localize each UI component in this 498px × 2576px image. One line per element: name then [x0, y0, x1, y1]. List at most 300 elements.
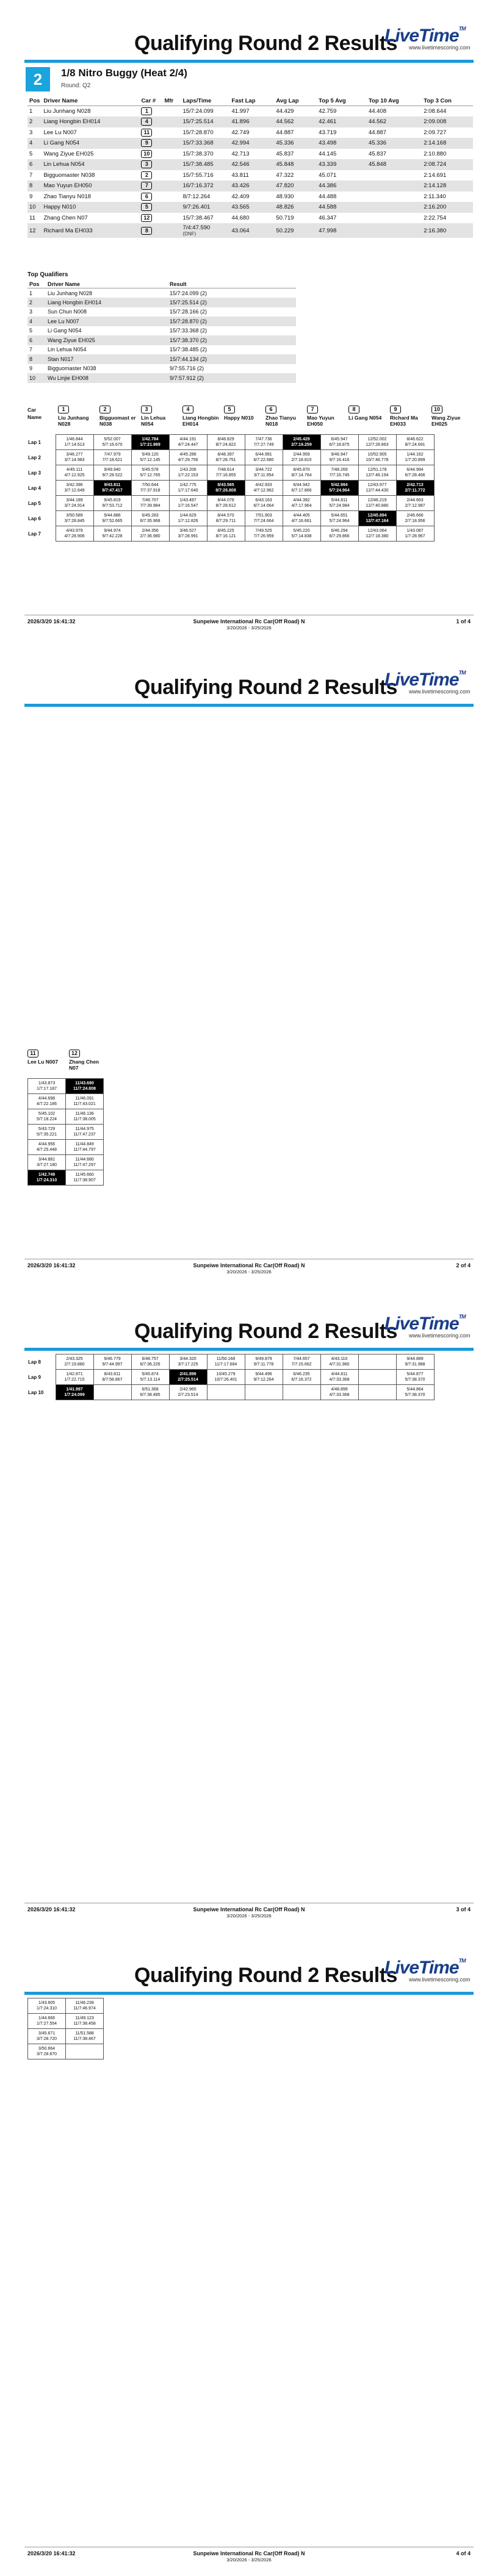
elapsed-time: 12/7:46.194: [366, 473, 389, 478]
page-3: [0, 1288, 498, 1932]
result-mfr: [162, 127, 181, 138]
lap-cell: [358, 481, 396, 496]
lap-time: 12/52.002: [367, 437, 387, 442]
result-top10: [367, 213, 422, 224]
tq-driver: Wu Linjie EH008: [46, 373, 168, 383]
result-laps-cell: [181, 138, 229, 149]
lap-cell: [93, 450, 131, 465]
result-mfr: [162, 170, 181, 181]
elapsed-time: 7/7:15.662: [291, 1362, 312, 1367]
lap-cell: [207, 511, 245, 526]
result-driver: Lee Lu N007: [43, 129, 77, 136]
lap-time: 4/43.110: [331, 1357, 348, 1361]
elapsed-time: 11/7:38.005: [73, 1117, 96, 1122]
result-laps-cell: [181, 116, 229, 127]
page-1: [0, 0, 498, 644]
result-fast-lap: 43.811: [231, 171, 249, 179]
lap-cell: [56, 511, 93, 526]
elapsed-time: 3/7:28.720: [36, 2037, 57, 2041]
elapsed-time: 1/7:28.967: [405, 534, 425, 538]
footer-page-number: 2 of 4: [456, 1262, 471, 1268]
elapsed-time: 5/7:18.224: [36, 1117, 57, 1122]
fast-lap-cell: [207, 481, 245, 496]
lap-cell: [169, 450, 207, 465]
lap-time: 12/46.219: [367, 498, 387, 503]
lap-label: Lap 3: [28, 470, 41, 476]
lap-cell: [320, 1370, 358, 1385]
result-driver: Lin Lehua N054: [42, 159, 139, 170]
elapsed-time: 3/7:14.983: [64, 458, 85, 462]
top-qualifiers-title: Top Qualifiers: [27, 271, 68, 278]
result-car-cell: [139, 149, 162, 160]
elapsed-time: 2/7:23.514: [178, 1393, 198, 1397]
elapsed-time: 5/7:35.221: [36, 1132, 57, 1137]
result-top10: [367, 181, 422, 191]
heat-title: 1/8 Nitro Buggy (Heat 2/4): [61, 67, 187, 79]
fast-lap-cell: [66, 1079, 104, 1094]
result-top5: 44.488: [319, 193, 337, 200]
footer-timestamp: 2026/3/20 16:41:32: [27, 2550, 76, 2556]
lap-time: 8/43.811: [104, 1372, 121, 1376]
lap-row: [28, 1079, 104, 1094]
lap-cell: [66, 2029, 104, 2044]
livetime-logo: [384, 1314, 476, 1339]
elapsed-time: 6/7:29.866: [329, 534, 350, 538]
lap-cell: [396, 435, 434, 450]
elapsed-time: 11/7:38.907: [73, 1178, 96, 1182]
elapsed-time: 4/7:12.925: [64, 473, 85, 478]
lap-cell: [358, 526, 396, 542]
result-top3con: 2:16.380: [422, 223, 473, 238]
tq-pos: 10: [27, 373, 46, 383]
tq-pos: 5: [29, 327, 33, 334]
result-laps: 9/7:26.401: [182, 204, 211, 211]
elapsed-time: 5/7:38.370: [405, 1378, 425, 1382]
tq-row: [27, 373, 296, 383]
heat-number-badge: 2: [26, 67, 50, 91]
driver-column-header: [69, 1050, 107, 1071]
elapsed-time: 1/7:17.187: [36, 1087, 57, 1091]
lap-time: 8/45.870: [293, 468, 310, 472]
lap-row: [27, 511, 434, 526]
lap-time: 8/48.397: [217, 453, 234, 457]
header-rule: [24, 704, 474, 707]
tq-driver: Bigguomaster N038: [48, 365, 96, 372]
lap-time: 11/46.136: [75, 1112, 94, 1116]
lap-grid-header: [27, 1050, 150, 1077]
page-title: Qualifying Round 2 Results: [134, 1964, 397, 1987]
result-top5: 47.998: [317, 223, 367, 238]
lap-cell: [320, 450, 358, 465]
elapsed-time: 1/7:24.310: [36, 1178, 57, 1182]
elapsed-time: 11/7:46.974: [73, 2006, 96, 2011]
heat-round: Round: Q2: [61, 82, 91, 89]
lap-time: 12/43.977: [367, 483, 387, 487]
lap-time: 4/44.405: [293, 513, 310, 518]
lap-time: 5/45.220: [293, 529, 310, 533]
lap-time: 3/44.881: [38, 1157, 56, 1162]
lap-time: 9/44.889: [406, 1357, 424, 1361]
elapsed-time: 6/7:22.680: [253, 458, 274, 462]
elapsed-time: 9/7:44.997: [102, 1362, 123, 1367]
lap-time: 1/43.873: [38, 1081, 56, 1086]
tq-row: [27, 345, 296, 355]
result-top3con: 2:14.691: [424, 171, 447, 179]
tq-result: 15/7:24.099 (2): [170, 290, 208, 296]
col-top10: Top 10 Avg: [367, 96, 422, 106]
lap-row: [27, 1385, 434, 1400]
tq-pos: 9: [29, 365, 33, 372]
result-status: (DNF): [182, 231, 197, 237]
result-avg-lap: 50.719: [276, 214, 294, 221]
elapsed-time: 6/7:17.866: [291, 488, 312, 493]
lap-label: Lap 5: [28, 500, 41, 506]
elapsed-time: 5/7:16.670: [102, 443, 123, 447]
footer-page-number: 3 of 4: [456, 1906, 471, 1912]
result-fast-lap: 42.994: [229, 138, 274, 149]
lap-cell: [320, 435, 358, 450]
car-number-badge: 8: [348, 406, 359, 413]
lap-time: 8/43.565: [217, 483, 234, 487]
tq-result: 15/7:44.134 (2): [168, 354, 296, 364]
result-mfr: [162, 202, 181, 213]
result-laps-cell: [181, 170, 229, 181]
footer-dates: 3/20/2026 - 3/25/2026: [226, 1269, 272, 1275]
lap-time: 10/45.279: [216, 1372, 236, 1376]
lap-time: 9/43.811: [104, 483, 121, 487]
tq-col-result: Result: [168, 281, 296, 288]
lap-cell: [131, 511, 169, 526]
fast-lap-cell: [358, 511, 396, 526]
tq-result: 15/7:38.370 (2): [168, 335, 296, 345]
header-rule: [24, 1348, 474, 1351]
result-top3con: 2:22.754: [424, 214, 447, 221]
lap-cell: [245, 435, 283, 450]
lap-time: 1/44.629: [179, 513, 197, 518]
elapsed-time: 10/7:46.778: [366, 458, 389, 462]
fast-lap-cell: [93, 481, 131, 496]
elapsed-time: 1/7:24.099: [64, 1393, 85, 1397]
elapsed-time: 5/7:12.765: [140, 473, 161, 478]
result-top5: 43.339: [317, 159, 367, 170]
result-pos: 12: [27, 223, 42, 238]
lap-cell: [358, 450, 396, 465]
footer: [24, 1259, 474, 1277]
car-number-badge: 7: [307, 406, 318, 413]
elapsed-time: 12/7:28.863: [366, 443, 389, 447]
driver-name: Wang Ziyue EH025: [431, 415, 461, 427]
lap-cell: [396, 496, 434, 511]
logo-wordmark: LiveTime: [384, 26, 459, 46]
footer-timestamp: 2026/3/20 16:41:32: [27, 1906, 76, 1912]
result-top10: 45.336: [367, 138, 422, 149]
elapsed-time: 12/7:18.380: [366, 534, 389, 538]
elapsed-time: 7/7:27.749: [253, 443, 274, 447]
elapsed-time: 2/7:11.772: [405, 488, 425, 493]
lap-time: 4/44.698: [38, 1097, 56, 1101]
result-avg-lap: 44.429: [276, 108, 294, 115]
result-avg-lap: 47.820: [274, 181, 317, 191]
lap-cell: [66, 1998, 104, 2014]
name-label: Name: [27, 414, 42, 420]
result-pos: 10: [27, 202, 42, 213]
lap-cell: [66, 2014, 104, 2029]
lap-cell: [28, 1998, 66, 2014]
lap-time: 5/44.811: [331, 498, 348, 503]
lap-time: 4/43.979: [66, 529, 83, 533]
result-top10: [367, 202, 422, 213]
elapsed-time: 8/7:28.612: [215, 504, 236, 508]
lap-cell: [396, 465, 434, 481]
lap-time: 2/44.356: [142, 529, 159, 533]
fast-lap-cell: [283, 435, 320, 450]
page-title: Qualifying Round 2 Results: [134, 1320, 397, 1343]
lap-cell: [320, 1354, 358, 1370]
lap-cell: [358, 1354, 396, 1370]
col-driver: Driver Name: [42, 96, 139, 106]
elapsed-time: 4/7:22.186: [36, 1102, 57, 1106]
elapsed-time: 7/7:26.959: [253, 534, 274, 538]
result-car-cell: [139, 181, 162, 191]
result-fast-lap: 42.409: [231, 193, 250, 200]
result-laps: 15/7:25.514: [182, 118, 214, 126]
logo-url: www.livetimescoring.com: [409, 45, 471, 51]
tq-result: 9/7:55.716 (2): [170, 365, 204, 372]
elapsed-time: 4/7:33.368: [329, 1393, 350, 1397]
lap-cell: [131, 1385, 169, 1400]
lap-cell: [245, 496, 283, 511]
lap-time: 4/44.392: [293, 498, 310, 503]
lap-cell: [207, 450, 245, 465]
lap-time: 4/44.811: [331, 1372, 348, 1376]
lap-time: 9/44.974: [104, 529, 121, 533]
result-pos: 7: [29, 171, 33, 179]
lap-row: [27, 526, 434, 542]
result-fast-lap: 44.680: [231, 214, 250, 221]
driver-column-header: [431, 406, 469, 427]
footer-page-number: 4 of 4: [456, 2550, 471, 2556]
lap-time: 3/44.189: [66, 498, 83, 503]
result-car-cell: [139, 202, 162, 213]
lap-time: 6/43.163: [255, 498, 272, 503]
lap-time: 3/50.664: [38, 2047, 56, 2051]
lap-cell: [56, 450, 93, 465]
lap-cell: [93, 435, 131, 450]
elapsed-time: 4/7:16.661: [291, 519, 312, 523]
tq-result: 15/7:38.485 (2): [170, 346, 208, 353]
lap-cell: [283, 1370, 320, 1385]
lap-cell: [396, 1370, 434, 1385]
lap-cell: [169, 435, 207, 450]
result-pos: 11: [29, 214, 35, 221]
elapsed-time: 9/7:11.778: [253, 1362, 274, 1367]
elapsed-time: 7/7:16.745: [329, 473, 350, 478]
car-number-badge: 11: [141, 129, 152, 137]
col-fast: Fast Lap: [229, 96, 274, 106]
tq-row: [27, 317, 296, 326]
lap-cell: [56, 496, 93, 511]
driver-name: Li Gang N054: [348, 415, 382, 421]
lap-cell: [56, 435, 93, 450]
lap-cell: [245, 526, 283, 542]
lap-row: [27, 435, 434, 450]
results-row: [27, 202, 473, 213]
lap-time: 11/50.168: [216, 1357, 236, 1361]
page-title: Qualifying Round 2 Results: [134, 32, 397, 55]
top-qualifiers-table: [27, 281, 296, 383]
result-top3con: 2:09.008: [422, 116, 473, 127]
lap-cell: [283, 1354, 320, 1370]
result-laps-cell: [181, 127, 229, 138]
footer-venue: Sunpeiwe International Rc Car(Off Road) N: [193, 2550, 305, 2556]
result-car-cell: [139, 170, 162, 181]
lap-cell: [28, 2029, 66, 2044]
car-number-badge: 5: [141, 203, 152, 211]
elapsed-time: 6/7:16.372: [291, 1378, 312, 1382]
lap-time: 5/52.007: [104, 437, 121, 442]
elapsed-time: 5/7:24.984: [329, 504, 350, 508]
tq-row: [27, 335, 296, 345]
lap-time: 1/43.087: [406, 529, 424, 533]
lap-cell: [207, 465, 245, 481]
lap-time: 10/52.905: [367, 453, 387, 457]
result-avg-lap: 48.930: [276, 193, 294, 200]
result-car-cell: [139, 213, 162, 224]
car-number-badge: 9: [141, 139, 152, 147]
lap-cell: [320, 526, 358, 542]
car-number-badge: 3: [141, 406, 152, 413]
elapsed-time: 4/7:24.447: [178, 443, 198, 447]
results-row: [27, 191, 473, 202]
tq-driver: Stan N017: [46, 354, 168, 364]
footer: [24, 1903, 474, 1921]
elapsed-time: 3/7:27.180: [36, 1163, 57, 1167]
fast-lap-cell: [28, 1170, 66, 1186]
elapsed-time: 2/7:16.259: [291, 443, 312, 447]
result-laps: 7/4:47.590: [182, 224, 211, 231]
lap-cell: [320, 511, 358, 526]
lap-row: [28, 2029, 104, 2044]
lap-cell: [66, 1155, 104, 1170]
footer: [24, 615, 474, 633]
elapsed-time: 11/7:47.297: [73, 1163, 96, 1167]
logo-trademark: TM: [458, 1958, 466, 1964]
elapsed-time: 8/7:14.764: [291, 473, 312, 478]
elapsed-time: 2/7:19.880: [64, 1362, 85, 1367]
lap-time: 4/45.286: [179, 453, 197, 457]
lap-grid: [27, 434, 435, 542]
lap-time: 1/43.605: [38, 2001, 56, 2005]
elapsed-time: 3/7:24.914: [64, 504, 85, 508]
lap-cell: [207, 435, 245, 450]
result-pos: 6: [27, 159, 42, 170]
lap-time: 6/44.942: [293, 483, 310, 487]
elapsed-time: 1/7:16.547: [178, 504, 198, 508]
lap-row: [28, 1140, 104, 1155]
logo-trademark: TM: [458, 26, 466, 32]
header-rule: [24, 60, 474, 63]
result-fast-lap: 43.064: [229, 223, 274, 238]
lap-cell: [93, 1354, 131, 1370]
lap-cell: [93, 496, 131, 511]
result-top10: 44.562: [367, 116, 422, 127]
car-number-badge: 5: [224, 406, 235, 413]
result-top3con: 2:08.644: [424, 108, 447, 115]
elapsed-time: 5/7:13.114: [140, 1378, 161, 1382]
lap-time: 5/49.120: [142, 453, 159, 457]
footer-dates: 3/20/2026 - 3/25/2026: [226, 1913, 272, 1919]
elapsed-time: 8/7:58.867: [102, 1378, 123, 1382]
logo-wordmark: LiveTime: [384, 670, 459, 690]
lap-cell: [283, 511, 320, 526]
lap-time: 6/46.294: [331, 529, 348, 533]
driver-name: Richard Ma EH033: [390, 415, 418, 427]
results-row: [27, 170, 473, 181]
page-title: Qualifying Round 2 Results: [134, 676, 397, 699]
elapsed-time: 2/7:18.815: [291, 458, 312, 462]
result-driver: Wang Ziyue EH025: [43, 150, 94, 157]
lap-time: 3/46.527: [179, 529, 197, 533]
lap-cell: [358, 1385, 396, 1400]
col-avg: Avg Lap: [274, 96, 317, 106]
lap-time: 8/44.076: [217, 498, 234, 503]
tq-result: 15/7:28.870 (2): [168, 317, 296, 326]
lap-time: 6/44.994: [406, 468, 424, 472]
lap-cell: [131, 465, 169, 481]
result-driver: Happy N010: [42, 202, 139, 213]
elapsed-time: 5/7:24.964: [329, 488, 350, 493]
elapsed-time: 12/7:40.880: [366, 504, 389, 508]
livetime-logo: [384, 26, 476, 51]
lap-cell: [93, 511, 131, 526]
elapsed-time: 3/7:28.845: [64, 519, 85, 523]
result-laps: 8/7:12.264: [182, 193, 211, 200]
lap-time: 1/44.666: [38, 2016, 56, 2020]
lap-cell: [131, 450, 169, 465]
lap-time: 5/45.874: [142, 1372, 159, 1376]
footer-timestamp: 2026/3/20 16:41:32: [27, 618, 76, 624]
lap-row: [28, 2044, 104, 2059]
tq-result: 15/7:28.166 (2): [170, 309, 208, 315]
lap-time: 1/46.844: [66, 437, 83, 442]
car-number-badge: 12: [141, 214, 152, 222]
car-number-badge: 12: [69, 1050, 80, 1057]
lap-row: [27, 465, 434, 481]
lap-time: 11/44.680: [75, 1157, 94, 1162]
elapsed-time: 9/7:16.416: [329, 458, 350, 462]
lap-time: 5/44.651: [331, 513, 348, 518]
lap-time: 3/42.396: [66, 483, 83, 487]
lap-time: 3/50.589: [66, 513, 83, 518]
result-laps-cell: [181, 149, 229, 160]
lap-cell: [283, 450, 320, 465]
result-mfr: [162, 106, 181, 117]
tq-pos: 7: [29, 346, 33, 353]
result-top3con: 2:10.880: [424, 150, 447, 157]
results-row: [27, 127, 473, 138]
tq-row: [27, 298, 296, 307]
elapsed-time: 11/7:24.808: [73, 1087, 96, 1091]
result-laps: 15/7:33.368: [182, 140, 214, 147]
result-top5: 45.071: [319, 171, 337, 179]
result-top5: 44.588: [317, 202, 367, 213]
result-driver: Zhang Chen N07: [43, 214, 88, 221]
elapsed-time: 6/7:14.664: [253, 504, 274, 508]
logo-url: www.livetimescoring.com: [409, 1977, 471, 1983]
result-top3con: 2:16.200: [422, 202, 473, 213]
result-top3con: 2:14.168: [422, 138, 473, 149]
result-top10: 44.887: [368, 129, 386, 136]
